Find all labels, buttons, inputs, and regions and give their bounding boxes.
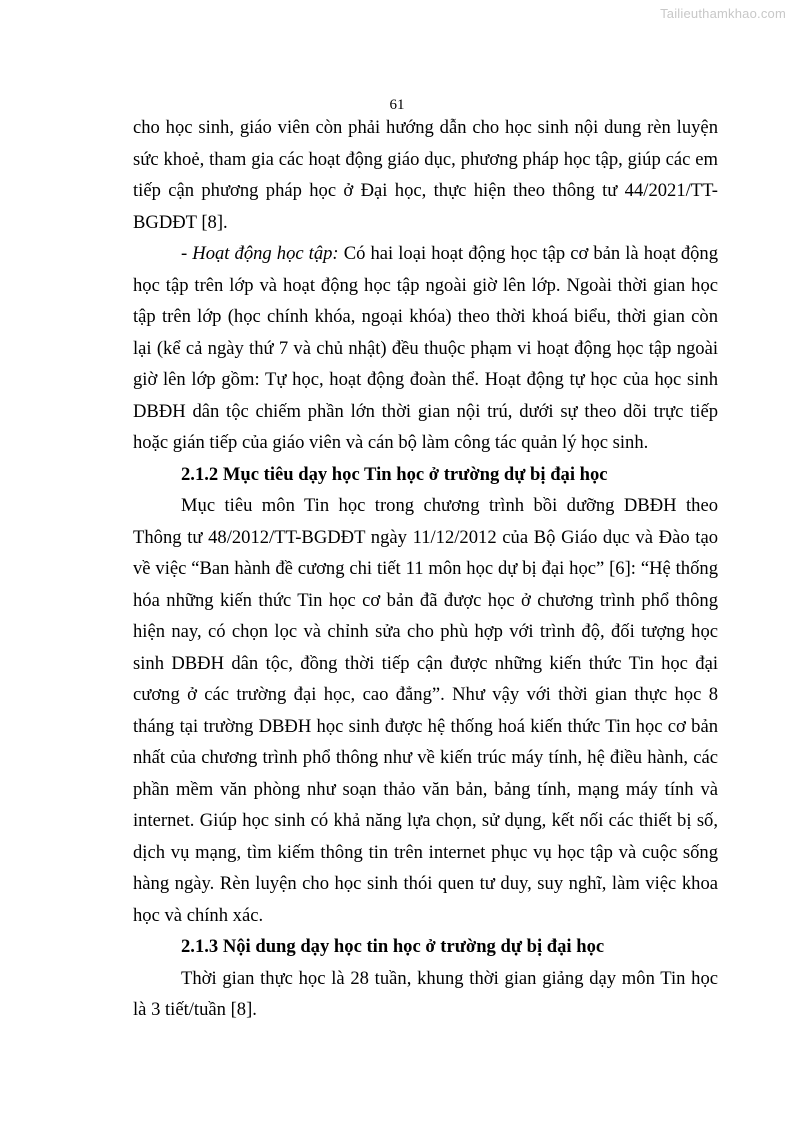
paragraph-text: Có hai loại hoạt động học tập cơ bản là hoạt động học tập trên lớp và hoạt động học tập ngoài giờ lên lớp. Ngoài thời gian học tập trên lớp (học chính khóa, ngoại khóa) theo thời khoá biểu, thời gian còn lại (kể cả ngày thứ 7 và chủ nhật) đều thuộc phạm vi hoạt động học tập ngoài giờ lên lớp gồm: Tự học, hoạt động đoàn thể. Hoạt động tự học của học sinh DBĐH dân tộc chiếm phần lớn thời gian nội trú, dưới sự theo dõi trực tiếp hoặc gián tiếp của giáo viên và cán bộ làm công tác quản lý học sinh. bbox=[133, 243, 719, 453]
paragraph-continuation: cho học sinh, giáo viên còn phải hướng dẫn cho học sinh nội dung rèn luyện sức khoẻ, tham gia các hoạt động giáo dục, phương pháp học tập, giúp các em tiếp cận phương pháp học ở Đại học, thực hiện theo thông tư 44/2021/TT-BGDĐT [8]. bbox=[133, 117, 718, 233]
page-number: 61 bbox=[389, 97, 405, 113]
document-body bbox=[133, 112, 718, 1026]
paragraph-content: Thời gian thực học là 28 tuần, khung thời gian giảng dạy môn Tin học là 3 tiết/tuần [8]. bbox=[133, 967, 718, 1020]
list-dash: - bbox=[181, 243, 193, 264]
watermark: Tailieuthamkhao.com bbox=[660, 6, 786, 21]
paragraph-learning-activities bbox=[133, 238, 718, 459]
section-heading-2-1-3: 2.1.3 Nội dung dạy học tin học ở trường dự bị đại học bbox=[181, 936, 605, 957]
italic-label: Hoạt động học tập: bbox=[192, 243, 339, 264]
paragraph-objectives: Mục tiêu môn Tin học trong chương trình bồi dưỡng DBĐH theo Thông tư 48/2012/TT-BGDĐT ngày 11/12/2012 của Bộ Giáo dục và Đào tạo về việc “Ban hành đề cương chi tiết 11 môn học dự bị đại học” [6]: “Hệ thống hóa những kiến thức Tin học cơ bản đã được học ở chương trình phổ thông hiện nay, có chọn lọc và chỉnh sửa cho phù hợp với trình độ, đối tượng học sinh DBĐH dân tộc, đồng thời tiếp cận được những kiến thức Tin học đại cương ở các trường đại học, cao đẳng”. Như vậy với thời gian thực học 8 tháng tại trường DBĐH học sinh được hệ thống hoá kiến thức Tin học cơ bản nhất của chương trình phổ thông như về kiến trúc máy tính, hệ điều hành, các phần mềm văn phòng như soạn thảo văn bản, bảng tính, mạng máy tính và internet. Giúp học sinh có khả năng lựa chọn, sử dụng, kết nối các thiết bị số, dịch vụ mạng, tìm kiếm thông tin trên internet phục vụ học tập và cuộc sống hàng ngày. Rèn luyện cho học sinh thói quen tư duy, suy nghĩ, làm việc khoa học và chính xác. bbox=[133, 495, 718, 926]
section-heading-2-1-2: 2.1.2 Mục tiêu dạy học Tin học ở trường dự bị đại học bbox=[181, 463, 608, 485]
